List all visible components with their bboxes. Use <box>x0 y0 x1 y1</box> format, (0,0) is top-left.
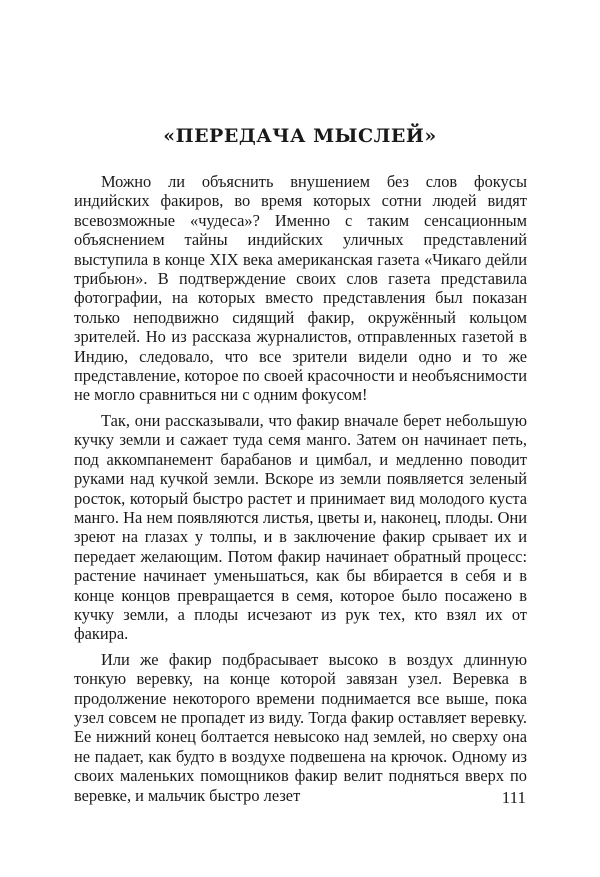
paragraph-1: Можно ли объяснить внушением без слов фокусы индийских факиров, во время которых сотни людей видят всевозможные «чудеса»? Именно с таким сенсационным объяснением тайны индийских уличных представлений выступила в конце XIX века американская газета «Чикаго дейли трибьюн». В подтверждение своих слов газета представила фотографии, на которых вместо представления был показан только неподвижно сидящий факир, окружённый кольцом зрителей. Но из рассказа журналистов, отправленных газетой в Индию, следовало, что все зрители видели одно и то же представление, которое по своей красочности и необъяснимости не могло сравниться ни с одним фокусом! <box>74 172 527 405</box>
paragraph-3: Или же факир подбрасывает высоко в воздух длинную тонкую веревку, на конце которой завязан узел. Веревка в продолжение некоторого времени поднимается все выше, пока узел совсем не пропадет из виду. Тогда факир оставляет веревку. Ее нижний конец болтается невысоко над землей, но сверху она не падает, как будто в воздухе подвешена на крючок. Одному из своих маленьких помощников факир велит подняться вверх по веревке, и мальчик быстро лезет <box>74 649 527 805</box>
chapter-title: «ПЕРЕДАЧА МЫСЛЕЙ» <box>163 125 437 147</box>
paragraph-2: Так, они рассказывали, что факир вначале берет небольшую кучку земли и сажает туда семя манго. Затем он начинает петь, под аккомпанемент барабанов и цимбал, и медленно поводит руками над кучкой земли. Вскоре из земли появляется зеленый росток, который быстро растет и принимает вид молодого куста манго. На нем появляются листья, цветы и, наконец, плоды. Они зреют на глазах у толпы, и в заключение факир срывает их и передает желающим. Потом факир начинает обратный процесс: растение начинает уменьшаться, как бы вбирается в себя и в конце концов превращается в семя, которое было посажено в кучку земли, а плоды исчезают из рук тех, кто взял их от факира. <box>74 410 527 644</box>
page-number: 111 <box>501 788 526 807</box>
body-text <box>74 172 527 805</box>
